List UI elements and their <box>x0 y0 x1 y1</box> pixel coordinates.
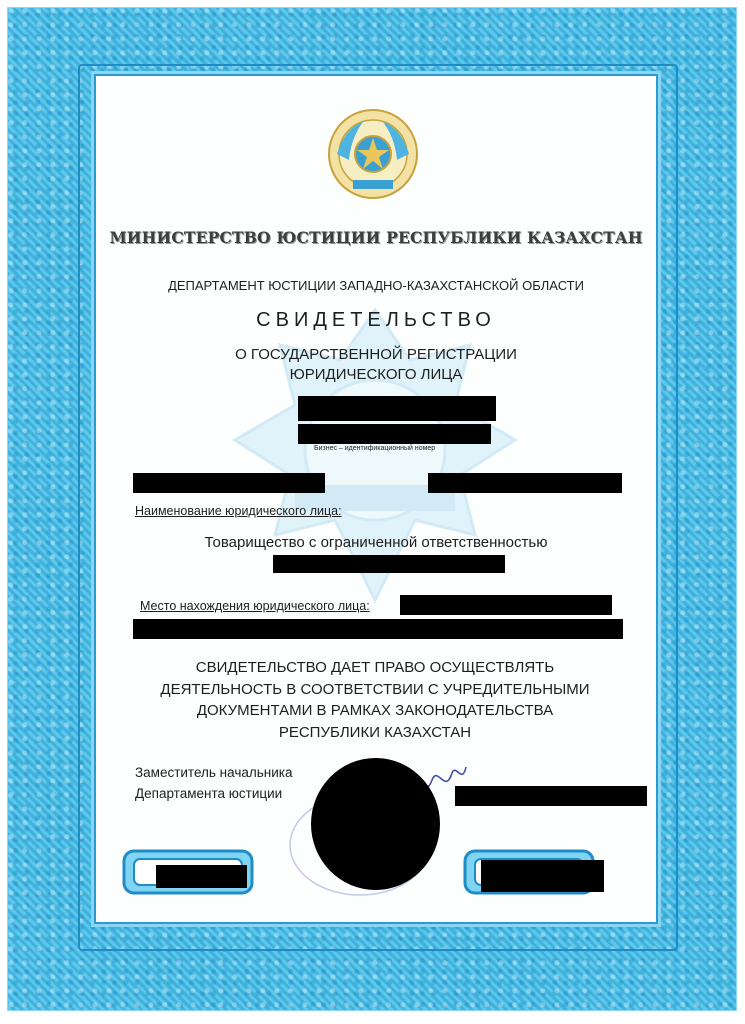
bin-label: Бизнес – идентификационный номер <box>314 445 436 452</box>
redacted-stamp <box>311 758 440 890</box>
department-name: ДЕПАРТАМЕНТ ЮСТИЦИИ ЗАПАДНО-КАЗАХСТАНСКОЙ ОБЛАСТИ <box>168 278 584 293</box>
rights-line: ДОКУМЕНТАМИ В РАМКАХ ЗАКОНОДАТЕЛЬСТВА <box>196 702 554 719</box>
legal-form: Товарищество с ограниченной ответственностью <box>204 534 548 551</box>
redacted-right-field <box>481 860 604 892</box>
redacted-registration-date <box>133 473 325 493</box>
rights-statement <box>130 657 620 743</box>
redacted-bin <box>298 424 491 444</box>
redacted-registration-number <box>298 396 496 421</box>
rights-line: СВИДЕТЕЛЬСТВО ДАЕТ ПРАВО ОСУЩЕСТВЛЯТЬ <box>195 659 555 676</box>
state-emblem-icon <box>327 108 419 200</box>
redacted-address-line2 <box>133 619 623 639</box>
redacted-entity-name <box>273 555 505 573</box>
certificate-subtitle-line2: ЮРИДИЧЕСКОГО ЛИЦА <box>289 366 463 383</box>
redacted-left-field <box>156 865 247 888</box>
rights-line: ДЕЯТЕЛЬНОСТЬ В СООТВЕТСТВИИ С УЧРЕДИТЕЛЬНЫМИ <box>160 680 590 698</box>
signer-title-line2: Департамента юстиции <box>135 786 283 801</box>
ministry-heading: МИНИСТЕРСТВО ЮСТИЦИИ РЕСПУБЛИКИ КАЗАХСТАН <box>109 228 643 247</box>
certificate-subtitle-line1: О ГОСУДАРСТВЕННОЙ РЕГИСТРАЦИИ <box>235 346 517 363</box>
rights-line: РЕСПУБЛИКИ КАЗАХСТАН <box>278 723 472 741</box>
location-label: Место нахождения юридического лица: <box>140 599 370 613</box>
entity-name-label: Наименование юридического лица: <box>135 504 342 518</box>
redacted-address-line1 <box>400 595 612 615</box>
redacted-signer-name <box>455 786 647 806</box>
certificate-title: СВИДЕТЕЛЬСТВО <box>256 309 496 331</box>
signer-title-line1: Заместитель начальника <box>135 765 293 780</box>
redacted-registration-place <box>428 473 622 493</box>
